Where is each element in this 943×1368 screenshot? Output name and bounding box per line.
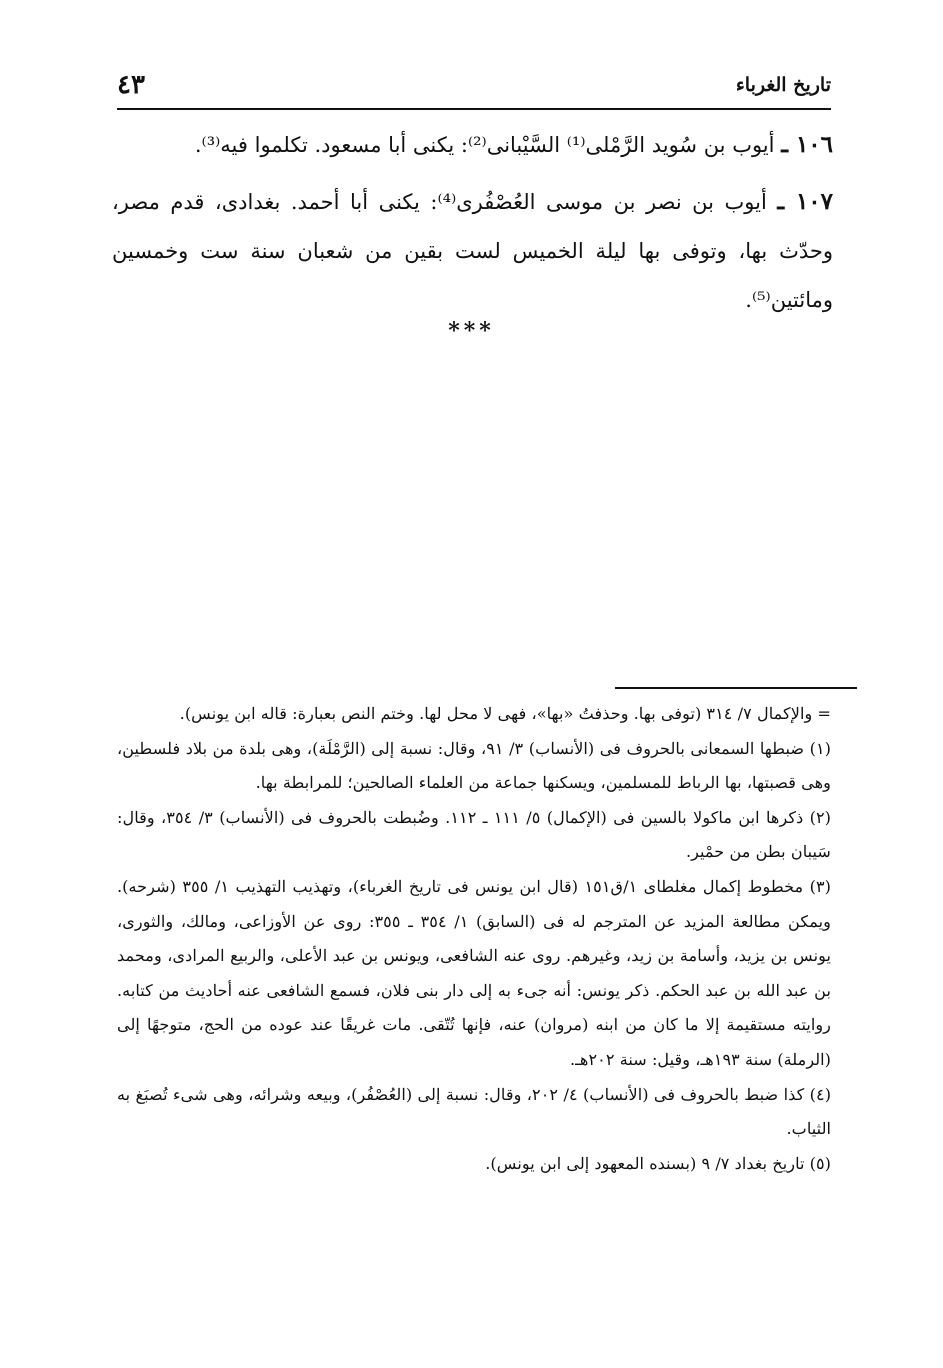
footnote-continuation: = والإكمال ٧/ ٣١٤ (توفى بها. وحذفتُ «بها»، فهى لا محل لها. وختم النص بعبارة: قاله ابن يونس).	[179, 704, 831, 723]
footnote-5: (٥) تاريخ بغداد ٧/ ٩ (بسنده المعهود إلى ابن يونس).	[485, 1153, 831, 1173]
section-separator: ***	[448, 318, 495, 344]
footnote-2: (٢) ذكرها ابن ماكولا بالسين فى (الإكمال) ٥/ ١١١ ـ ١١٢. وضُبطت بالحروف فى (الأنساب) ٣/ ٣٥٤، وقال: سَيبان بطن من حمْير.	[117, 807, 831, 862]
footnote-1: (١) ضبطها السمعانى بالحروف فى (الأنساب) ٣/ ٩١، وقال: نسبة إلى (الرَّمْلَة)، وهى بلدة من بلاد فلسطين، وهى قصبتها، بها الرباط للمسلمين، ويسكنها جماعة من العلماء الصالحين؛ للمرابطة بها.	[117, 738, 831, 793]
page-number: ٤٣	[117, 70, 145, 100]
footnote-4: (٤) كذا ضبط بالحروف فى (الأنساب) ٤/ ٢٠٢، وقال: نسبة إلى (العُصْفُر)، وبيعه وشرائه، وهى شىء تُصبَغ به الثياب.	[117, 1084, 832, 1139]
footnote-rule	[615, 687, 857, 689]
entry-number: ١٠٧ ـ	[777, 188, 833, 215]
entry-106	[112, 120, 833, 170]
footnotes	[117, 697, 831, 1181]
entry-text: أيوب بن نصر بن موسى العُصْفُرى⁽⁴⁾: يكنى أبا أحمد. بغدادى، قدم مصر، وحدّث بها، وتوفى بها ليلة الخميس لست بقين من شعبان سنة ست وخمسين ومائتين⁽⁵⁾.	[112, 190, 833, 312]
running-title: تاريخ الغرباء	[735, 74, 831, 96]
entry-text: أيوب بن سُويد الرَّمْلى⁽¹⁾ السَّيْبانى⁽²⁾: يكنى أبا مسعود. تكلموا فيه⁽³⁾.	[194, 133, 775, 157]
header-rule	[117, 108, 831, 110]
main-text	[112, 120, 833, 332]
page-header	[117, 70, 831, 104]
footnote-3: (٣) مخطوط إكمال مغلطاى ١/ق١٥١ (قال ابن يونس فى تاريخ الغرباء)، وتهذيب التهذيب ١/ ٣٥٥ (شرحه). ويمكن مطالعة المزيد عن المترجم له فى (السابق) ١/ ٣٥٤ ـ ٣٥٥: روى عن الأوزاعى، ومالك، والثورى، يونس بن يزيد، وأسامة بن زيد، وغيرهم. روى عنه الشافعى، ويونس بن عبد الأعلى، والربيع المرادى، ومحمد بن عبد الله بن عبد الحكم. ذكر يونس: أنه جىء به إلى دار بنى فلان، فسمع الشافعى عنه أحاديث من كتابه. روايته مستقيمة إلا ما كان من ابنه (مروان) عنه، فإنها تُتّقى. مات غريقًا عند عوده من الحج، متوجهًا إلى (الرملة) سنة ١٩٣هـ، وقيل: سنة ٢٠٢هـ.	[117, 876, 831, 1069]
entry-107	[112, 177, 833, 325]
entry-number: ١٠٦ ـ	[781, 131, 833, 158]
